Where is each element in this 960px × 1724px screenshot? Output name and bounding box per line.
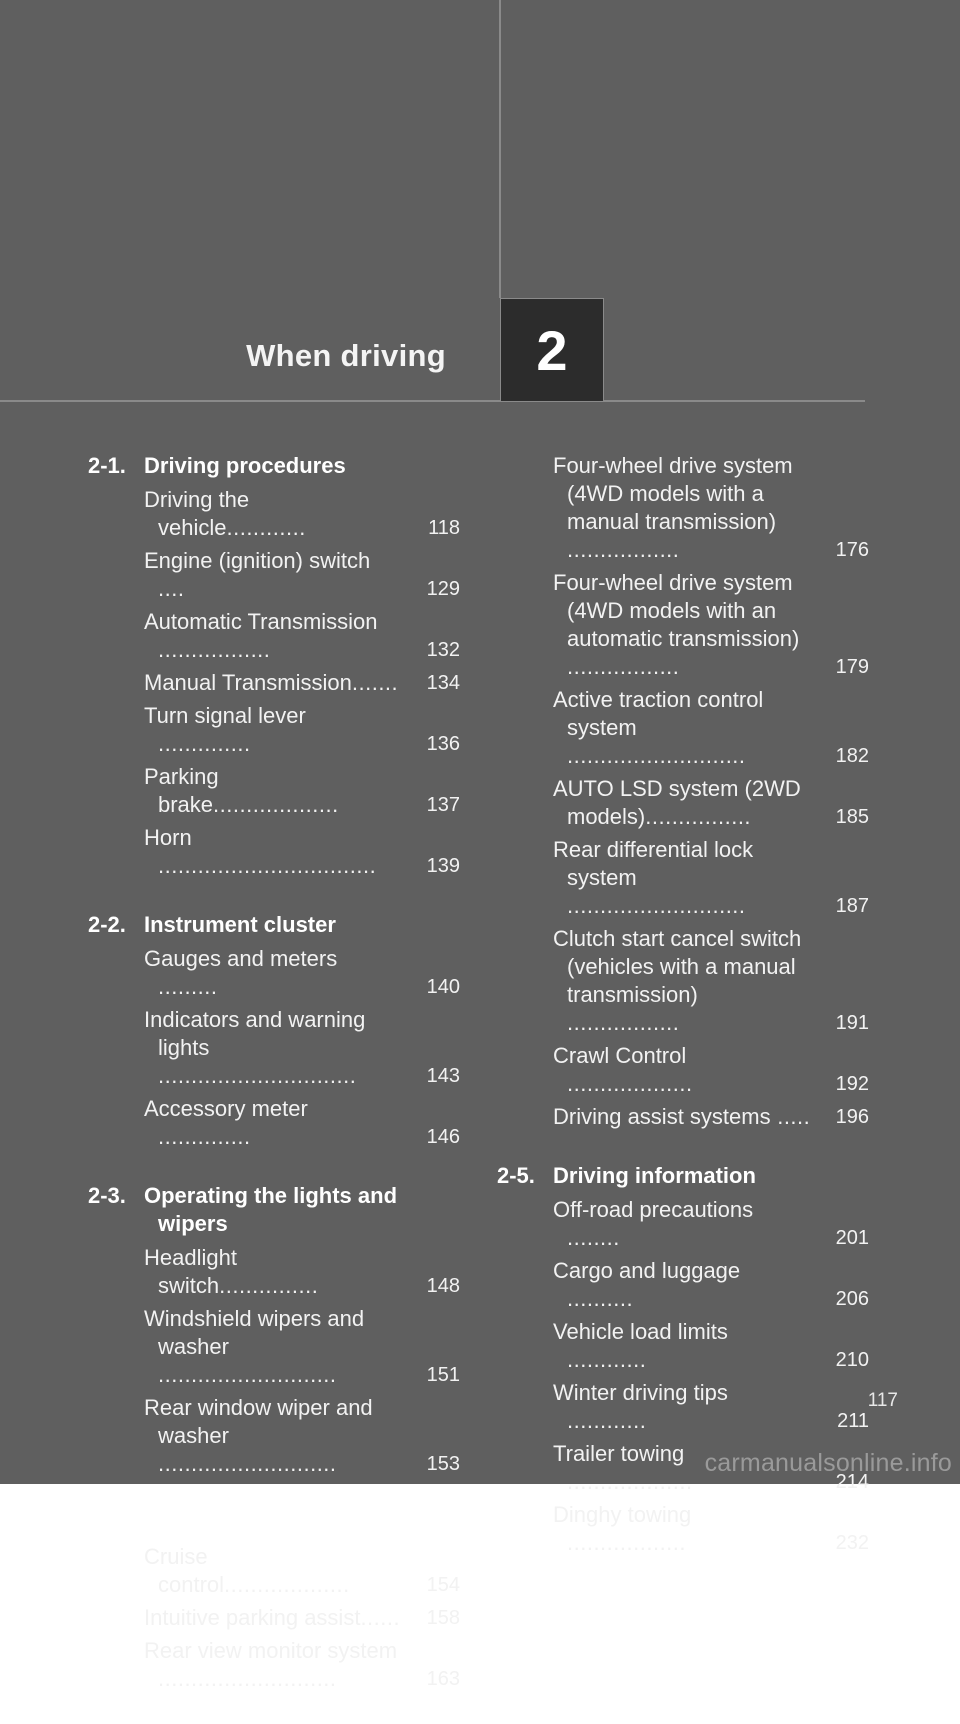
toc-entry[interactable] xyxy=(497,1196,869,1252)
toc-entry[interactable] xyxy=(88,1394,460,1478)
toc-entry-page: 206 xyxy=(835,1288,869,1310)
section-number: 2-3. xyxy=(88,1183,126,1208)
toc-leader-dots: .............................. xyxy=(158,1063,357,1088)
toc-leader-dots: ................. xyxy=(567,654,680,679)
toc-entry[interactable] xyxy=(497,1501,869,1557)
toc-entry-page: 146 xyxy=(426,1126,460,1148)
toc-entry-page: 187 xyxy=(835,895,869,917)
toc-entry-label: Horn xyxy=(144,825,192,850)
toc-entry-label: Rear view monitor system xyxy=(144,1638,398,1663)
toc-leader-dots: .............. xyxy=(158,1124,251,1149)
toc-entry-page: 136 xyxy=(426,733,460,755)
toc-entry-label: Off-road precautions xyxy=(553,1197,754,1222)
toc-leader-dots: ........ xyxy=(567,1225,620,1250)
toc-entry[interactable] xyxy=(497,569,869,681)
toc-entry-page: 163 xyxy=(426,1668,460,1690)
toc-leader-dots: ..... xyxy=(770,1104,811,1129)
toc-section xyxy=(88,452,460,880)
section-title: Driving information xyxy=(553,1163,756,1188)
toc-entry-page: 151 xyxy=(426,1364,460,1386)
toc-entry[interactable] xyxy=(88,763,460,819)
toc-entry-label: AUTO LSD system (2WD models) xyxy=(553,776,801,829)
toc-leader-dots: ................... xyxy=(213,792,339,817)
toc-entry-label: Automatic Transmission xyxy=(144,609,378,634)
toc-entry-label: Rear differential lock system xyxy=(553,837,754,890)
toc-entry-label: Intuitive parking assist xyxy=(144,1605,361,1630)
toc-entry-page: 154 xyxy=(426,1574,460,1596)
toc-leader-dots: ............ xyxy=(567,1408,647,1433)
vertical-rule xyxy=(499,0,501,298)
horizontal-rule xyxy=(0,400,865,402)
watermark: carmanualsonline.info xyxy=(704,1449,952,1477)
toc-section xyxy=(497,1162,869,1557)
section-title: Using other driving systems xyxy=(144,1510,440,1535)
chapter-number-box xyxy=(500,298,604,402)
toc-entry-page: 176 xyxy=(835,539,869,561)
toc-entry[interactable] xyxy=(88,669,460,697)
toc-entry[interactable] xyxy=(497,1257,869,1313)
toc-entry[interactable] xyxy=(88,1637,460,1693)
toc-leader-dots: ........................... xyxy=(158,1451,337,1476)
toc-entry-page: 118 xyxy=(428,517,460,539)
section-title: Instrument cluster xyxy=(144,912,336,937)
toc-entry-page: 182 xyxy=(835,745,869,767)
toc-entry-label: Trailer towing xyxy=(553,1441,685,1466)
toc-entry-page: 210 xyxy=(835,1349,869,1371)
toc-entry-page: 148 xyxy=(426,1275,460,1297)
toc-entry-page: 232 xyxy=(835,1532,869,1554)
section-number: 2-4. xyxy=(88,1510,126,1535)
toc-entry-label: Winter driving tips xyxy=(553,1380,728,1405)
toc-entry-page: 185 xyxy=(835,806,869,828)
toc-leader-dots: ...... xyxy=(360,1605,401,1630)
chapter-title: When driving xyxy=(246,338,446,373)
toc-continued-entries xyxy=(497,452,869,1131)
toc-entry-label: Manual Transmission xyxy=(144,670,352,695)
toc-entry-label: Gauges and meters xyxy=(144,946,338,971)
toc-leader-dots: ................. xyxy=(567,537,680,562)
toc-entry-label: Four-wheel drive system (4WD models with an automatic transmission) xyxy=(553,570,800,651)
toc-section xyxy=(88,1182,460,1478)
toc-entry[interactable] xyxy=(88,486,460,542)
toc-entry[interactable] xyxy=(497,925,869,1037)
toc-entry[interactable] xyxy=(497,775,869,831)
toc-entry-label: Driving assist systems xyxy=(553,1104,771,1129)
section-heading[interactable] xyxy=(88,1182,460,1238)
toc-entry[interactable] xyxy=(497,452,869,564)
toc-leader-dots: ................. xyxy=(567,1010,680,1035)
toc-leader-dots: ................... xyxy=(567,1071,693,1096)
toc-entry[interactable] xyxy=(88,1604,460,1632)
toc-entry[interactable] xyxy=(88,547,460,603)
toc-leader-dots: ............ xyxy=(226,515,306,540)
page-number: 117 xyxy=(867,1390,898,1411)
toc-entry[interactable] xyxy=(497,1318,869,1374)
toc-leader-dots: ......... xyxy=(158,974,218,999)
section-heading[interactable] xyxy=(497,1162,869,1190)
toc-entry-page: 196 xyxy=(835,1106,869,1128)
toc-entry-label: Rear window wiper and washer xyxy=(144,1395,373,1448)
toc-entry-page: 192 xyxy=(835,1073,869,1095)
toc-leader-dots: .............. xyxy=(158,731,251,756)
toc-entry[interactable] xyxy=(88,824,460,880)
toc-leader-dots: .... xyxy=(158,576,185,601)
chapter-number: 2 xyxy=(536,318,568,382)
toc-leader-dots: ................ xyxy=(645,804,752,829)
toc-entry[interactable] xyxy=(497,1379,869,1435)
toc-leader-dots: ................... xyxy=(567,1469,693,1494)
toc-right-column xyxy=(497,452,869,1588)
toc-entry[interactable] xyxy=(497,686,869,770)
toc-entry-page: 153 xyxy=(426,1453,460,1475)
toc-leader-dots: ........................... xyxy=(567,893,746,918)
toc-entry-page: 129 xyxy=(426,578,460,600)
toc-entry-label: Vehicle load limits xyxy=(553,1319,728,1344)
toc-leader-dots: ................................. xyxy=(158,853,377,878)
toc-entry[interactable] xyxy=(88,1244,460,1300)
toc-entry-label: Engine (ignition) switch xyxy=(144,548,371,573)
toc-entry[interactable] xyxy=(88,1305,460,1389)
section-number: 2-5. xyxy=(497,1163,535,1188)
toc-entry[interactable] xyxy=(88,702,460,758)
toc-leader-dots: .................. xyxy=(567,1530,687,1555)
toc-entry-page: 140 xyxy=(426,976,460,998)
toc-entry-page: 143 xyxy=(426,1065,460,1087)
section-heading[interactable] xyxy=(88,1509,460,1537)
toc-entry-page: 211 xyxy=(837,1410,869,1432)
toc-entry-page: 191 xyxy=(835,1012,869,1034)
toc-entry-page: 139 xyxy=(426,855,460,877)
toc-entry-page: 134 xyxy=(426,672,460,694)
toc-section xyxy=(88,911,460,1151)
toc-entry-page: 201 xyxy=(835,1227,869,1249)
toc-entry-label: Dinghy towing xyxy=(553,1502,692,1527)
toc-leader-dots: ........................... xyxy=(567,743,746,768)
toc-leader-dots: ....... xyxy=(351,670,399,695)
toc-entry-page: 132 xyxy=(426,639,460,661)
toc-entry-label: Headlight switch xyxy=(144,1245,237,1298)
toc-entry[interactable] xyxy=(88,945,460,1001)
section-number: 2-2. xyxy=(88,912,126,937)
toc-entry-label: Clutch start cancel switch (vehicles with a manual transmission) xyxy=(553,926,802,1007)
section-heading[interactable] xyxy=(88,911,460,939)
toc-leader-dots: ................. xyxy=(158,637,271,662)
toc-entry-label: Turn signal lever xyxy=(144,703,306,728)
toc-leader-dots: ............ xyxy=(567,1347,647,1372)
toc-entry-page: 179 xyxy=(835,656,869,678)
toc-entry-label: Active traction control system xyxy=(553,687,764,740)
toc-entry[interactable] xyxy=(88,1543,460,1599)
section-title: Driving procedures xyxy=(144,453,346,478)
toc-entry[interactable] xyxy=(88,1006,460,1090)
section-heading[interactable] xyxy=(88,452,460,480)
toc-entry-label: Cargo and luggage xyxy=(553,1258,741,1283)
toc-entry-page: 158 xyxy=(426,1607,460,1629)
toc-entry-label: Windshield wipers and washer xyxy=(144,1306,365,1359)
toc-entry-label: Parking brake xyxy=(144,764,219,817)
toc-entry[interactable] xyxy=(88,1095,460,1151)
toc-entry-page: 214 xyxy=(835,1471,869,1493)
toc-entry[interactable] xyxy=(88,608,460,664)
toc-entry-label: Crawl Control xyxy=(553,1043,687,1068)
toc-entry[interactable] xyxy=(497,1042,869,1098)
section-number: 2-1. xyxy=(88,453,126,478)
toc-leader-dots: ................... xyxy=(224,1572,350,1597)
toc-entry-label: Cruise control xyxy=(144,1544,225,1597)
toc-leader-dots: ........................... xyxy=(158,1666,337,1691)
toc-entry-label: Driving the vehicle xyxy=(144,487,250,540)
toc-entry-label: Indicators and warning lights xyxy=(144,1007,366,1060)
toc-entry[interactable] xyxy=(497,836,869,920)
toc-left-column xyxy=(88,452,460,1724)
toc-entry[interactable] xyxy=(497,1103,869,1131)
toc-entry-page: 137 xyxy=(426,794,460,816)
toc-entry-label: Four-wheel drive system (4WD models with a manual transmission) xyxy=(553,453,793,534)
toc-leader-dots: ............... xyxy=(219,1273,319,1298)
section-title: Operating the lights and wipers xyxy=(144,1183,398,1236)
toc-section xyxy=(88,1509,460,1693)
toc-leader-dots: .......... xyxy=(567,1286,634,1311)
toc-entry-label: Accessory meter xyxy=(144,1096,308,1121)
toc-leader-dots: ........................... xyxy=(158,1362,337,1387)
